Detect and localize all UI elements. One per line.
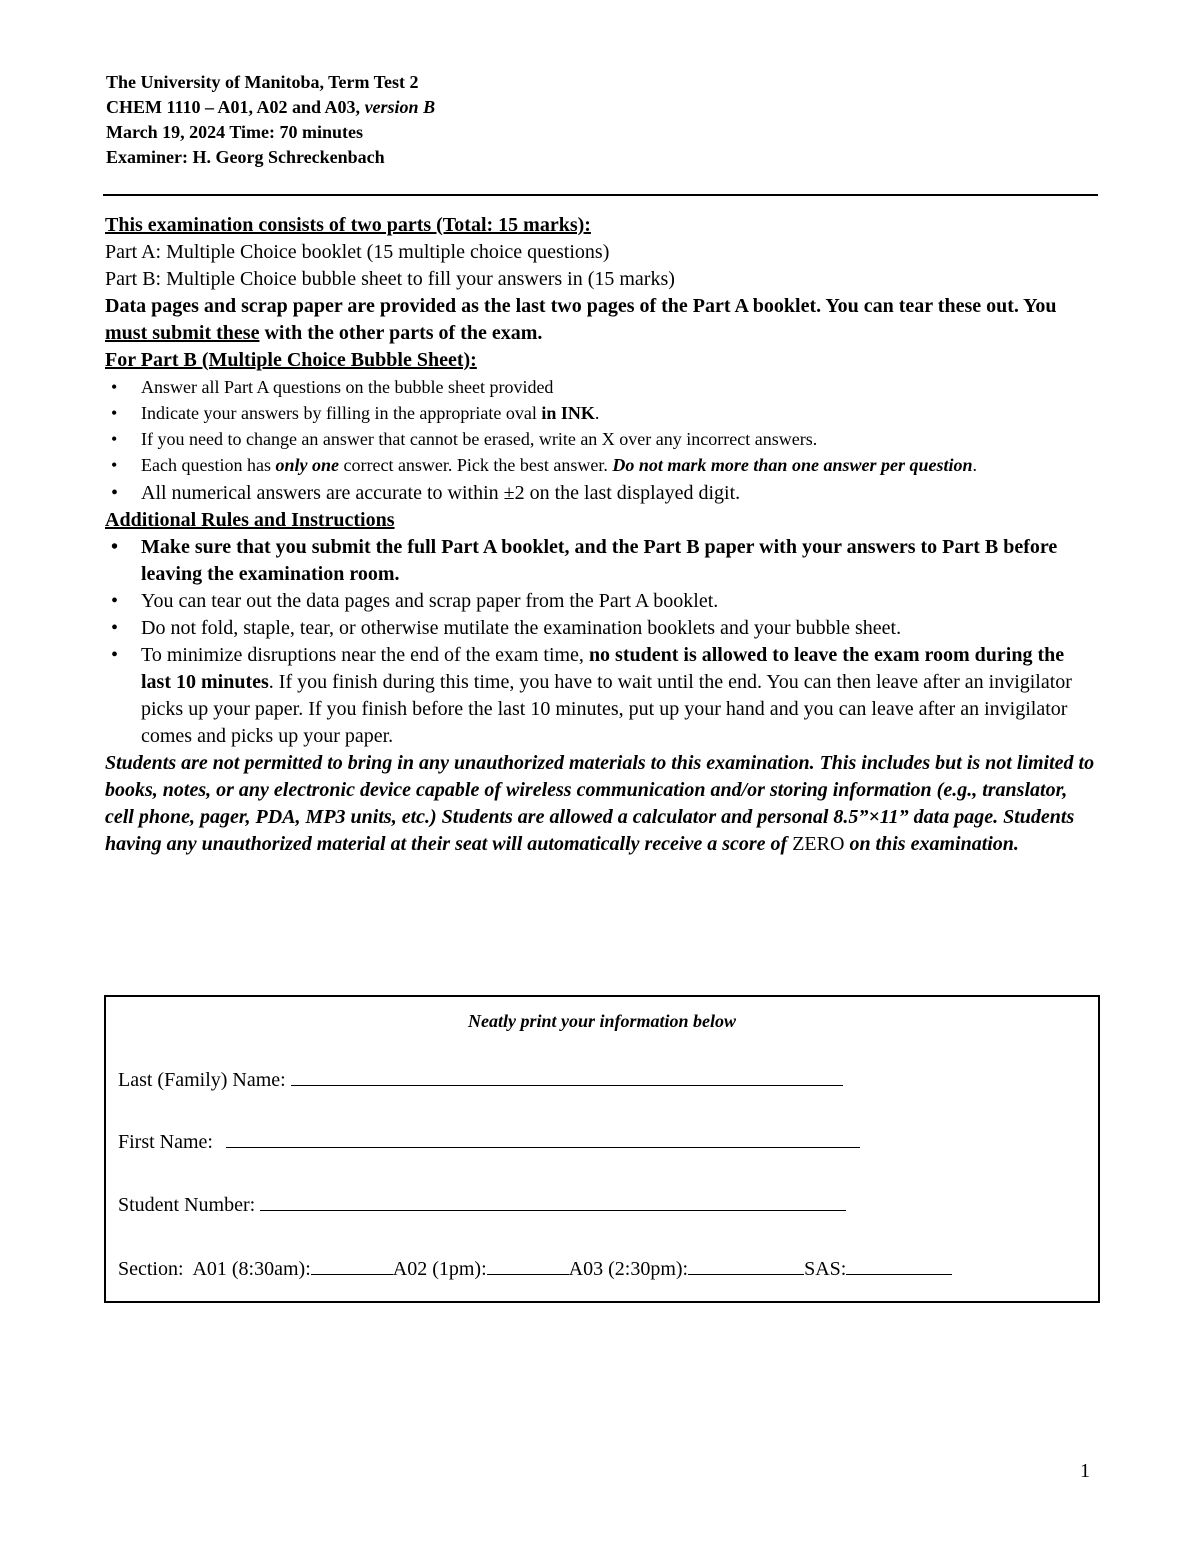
rules-list <box>105 534 1095 750</box>
list-item: • To minimize disruptions near the end of the exam time, no student is allowed to leave the exam room during the last 10 minutes. If you finish during this time, you have to wait until the end. You can then leave after an invigilator picks up your paper. If you finish before the last 10 minutes, put up your hand and you can leave after an invigilator comes and picks up your paper. <box>105 642 1095 750</box>
part-b-list <box>105 374 1095 478</box>
last-name-field[interactable]: Last (Family) Name: <box>118 1069 843 1092</box>
list-item: • Each question has only one correct answer. Pick the best answer. Do not mark more than one answer per question. <box>105 452 1095 478</box>
header-version: version B <box>364 97 436 117</box>
section-a03-line[interactable] <box>688 1258 804 1275</box>
exam-header <box>106 70 1096 170</box>
part-b-desc: Part B: Multiple Choice bubble sheet to fill your answers in (15 marks) <box>105 268 675 290</box>
page-number: 1 <box>1080 1460 1090 1482</box>
header-date: March 19, 2024 Time: 70 minutes <box>106 122 363 142</box>
list-item: • Answer all Part A questions on the bubble sheet provided <box>105 374 1095 400</box>
unauthorized-materials-warning: Students are not permitted to bring in any unauthorized materials to this examination. This includes but is not limited to books, notes, or any electronic device capable of wireless communication and/or storing information (e.g., translator, cell phone, pager, PDA, MP3 units, etc.) Students are allowed a calculator and personal 8.5”×11” data page. Students having any unauthorized material at their seat will automatically receive a score of ZERO on this examination. <box>105 752 1095 855</box>
header-university: The University of Manitoba, Term Test 2 <box>106 72 419 92</box>
part-a-desc: Part A: Multiple Choice booklet (15 multiple choice questions) <box>105 241 610 263</box>
student-number-line[interactable] <box>260 1194 846 1211</box>
instructions <box>105 212 1095 858</box>
infobox-title: Neatly print your information below <box>467 1011 737 1031</box>
section-a02-line[interactable] <box>487 1258 569 1275</box>
rules-heading: Additional Rules and Instructions <box>105 509 395 531</box>
student-number-field[interactable]: Student Number: <box>118 1194 846 1217</box>
section-a01-line[interactable] <box>311 1258 393 1275</box>
parts-heading: This examination consists of two parts (Total: 15 marks): <box>105 214 591 236</box>
list-item: • You can tear out the data pages and scrap paper from the Part A booklet. <box>105 588 1095 615</box>
first-name-line[interactable] <box>226 1131 860 1148</box>
data-pages-note: Data pages and scrap paper are provided as the last two pages of the Part A booklet. You can tear these out. You must submit these with the other parts of the exam. <box>105 295 1057 344</box>
list-item: • If you need to change an answer that cannot be erased, write an X over any incorrect answers. <box>105 426 1095 452</box>
student-info-box <box>104 995 1100 1303</box>
list-item: • Do not fold, staple, tear, or otherwise mutilate the examination booklets and your bubble sheet. <box>105 615 1095 642</box>
header-divider <box>103 194 1098 196</box>
part-b-heading: For Part B (Multiple Choice Bubble Sheet): <box>105 349 477 371</box>
header-examiner: Examiner: H. Georg Schreckenbach <box>106 147 385 167</box>
numeric-note-list <box>105 480 1095 507</box>
section-sas-line[interactable] <box>846 1258 952 1275</box>
section-field[interactable]: Section: A01 (8:30am): A02 (1pm): A03 (2:30pm): SAS: <box>118 1258 952 1281</box>
list-item: • All numerical answers are accurate to within ±2 on the last displayed digit. <box>105 480 1095 507</box>
last-name-line[interactable] <box>291 1069 843 1086</box>
header-course: CHEM 1110 – A01, A02 and A03, version B <box>106 97 436 117</box>
list-item: • Indicate your answers by filling in the appropriate oval in INK. <box>105 400 1095 426</box>
first-name-field[interactable]: First Name: <box>118 1131 860 1154</box>
list-item: • Make sure that you submit the full Part A booklet, and the Part B paper with your answers to Part B before leaving the examination room. <box>105 534 1095 588</box>
